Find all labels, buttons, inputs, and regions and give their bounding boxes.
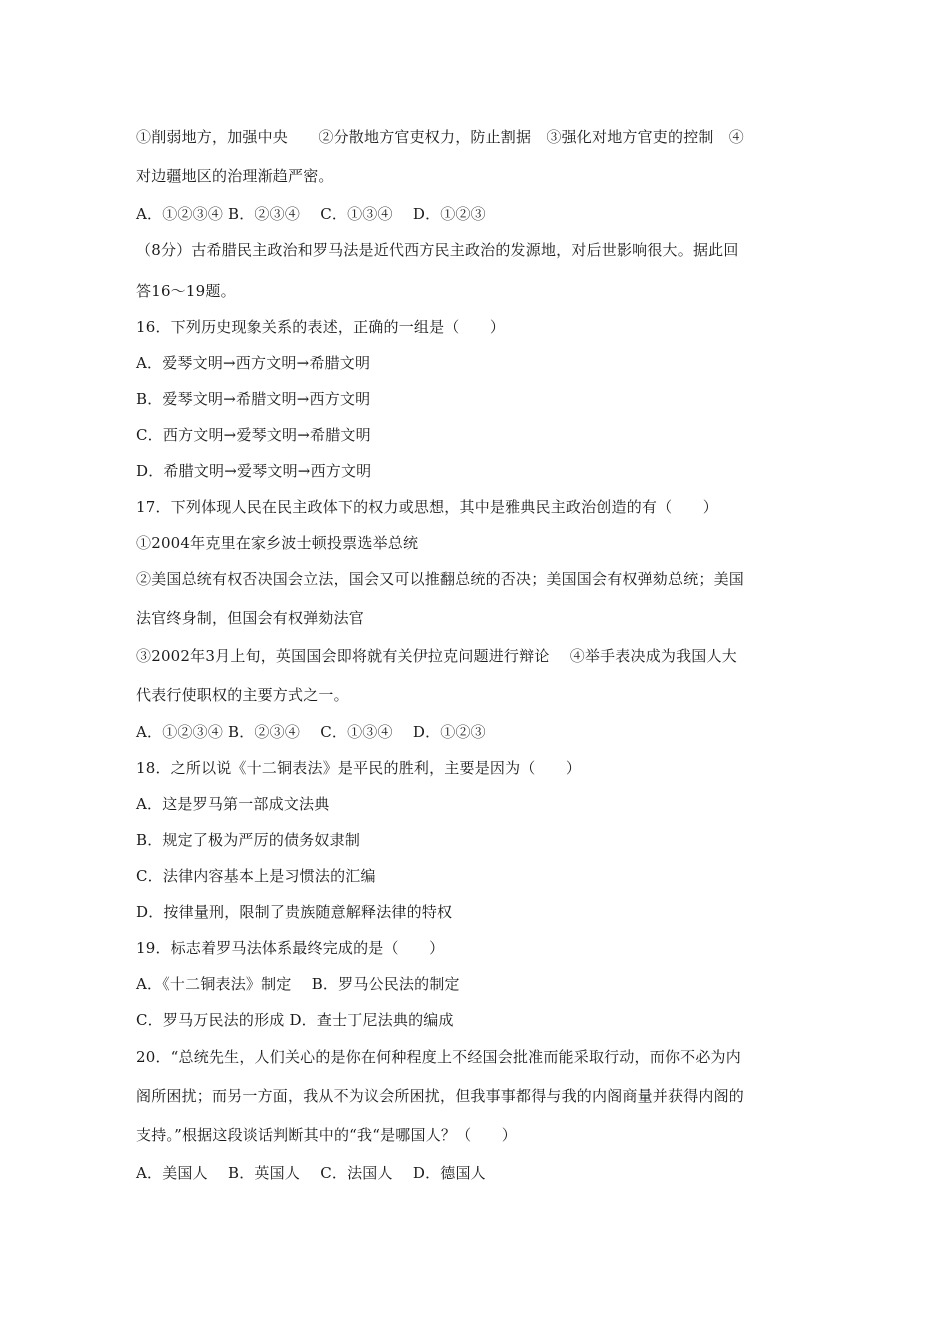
q16-stem: 16．下列历史现象关系的表述，正确的一组是（ ） (136, 318, 506, 336)
q17-stem: 17．下列体现人民在民主政体下的权力或思想，其中是雅典民主政治创造的有（ ） (136, 498, 718, 516)
q17-item-2-line1: ②美国总统有权否决国会立法，国会又可以推翻总统的否决；美国国会有权弹劾总统；美国 (136, 570, 745, 588)
q18-option-b: B．规定了极为严厉的债务奴隶制 (136, 831, 361, 849)
q17-item-3-4-line1: ③2002年3月上旬，英国国会即将就有关伊拉克问题进行辩论 ④举手表决成为我国人大 (136, 647, 737, 665)
q15-options-text-line2: 对边疆地区的治理渐趋严密。 (136, 167, 334, 185)
q17-item-2-line2: 法官终身制，但国会有权弹劾法官 (136, 609, 365, 627)
q16-option-c: C．西方文明→爱琴文明→希腊文明 (136, 426, 371, 444)
q20-stem-line1: 20．“总统先生，人们关心的是你在何种程度上不经国会批准而能采取行动，而你不必为内 (136, 1048, 741, 1066)
section-intro-line1: （8分）古希腊民主政治和罗马法是近代西方民主政治的发源地，对后世影响很大。据此回 (136, 241, 739, 259)
q18-option-c: C．法律内容基本上是习惯法的汇编 (136, 867, 376, 885)
q19-options-ab: A．《十二铜表法》制定 B．罗马公民法的制定 (136, 975, 460, 993)
section-intro-line2: 答16～19题。 (136, 282, 236, 300)
q18-option-a: A．这是罗马第一部成文法典 (136, 795, 330, 813)
q18-option-d: D．按律量刑，限制了贵族随意解释法律的特权 (136, 903, 453, 921)
q16-option-d: D．希腊文明→爱琴文明→西方文明 (136, 462, 372, 480)
q15-answer-choices: A．①②③④ B．②③④ C．①③④ D．①②③ (136, 205, 486, 223)
q17-item-4-line2: 代表行使职权的主要方式之一。 (136, 686, 349, 704)
q19-options-cd: C．罗马万民法的形成 D．查士丁尼法典的编成 (136, 1011, 454, 1029)
q20-stem-line3: 支持。”根据这段谈话判断其中的“我“是哪国人？（ ） (136, 1126, 517, 1144)
q17-item-1: ①2004年克里在家乡波士顿投票选举总统 (136, 534, 419, 552)
q17-answer-choices: A．①②③④ B．②③④ C．①③④ D．①②③ (136, 723, 486, 741)
q16-option-b: B．爱琴文明→希腊文明→西方文明 (136, 390, 371, 408)
q15-options-text-line1: ①削弱地方，加强中央 ②分散地方官吏权力，防止割据 ③强化对地方官吏的控制 ④ (136, 128, 745, 146)
q20-answer-choices: A．美国人 B．英国人 C．法国人 D．德国人 (136, 1164, 486, 1182)
q16-option-a: A．爱琴文明→西方文明→希腊文明 (136, 354, 371, 372)
q18-stem: 18．之所以说《十二铜表法》是平民的胜利，主要是因为（ ） (136, 759, 582, 777)
q19-stem: 19．标志着罗马法体系最终完成的是（ ） (136, 939, 445, 957)
q20-stem-line2: 阁所困扰；而另一方面，我从不为议会所困扰，但我事事都得与我的内阁商量并获得内阁的 (136, 1087, 745, 1105)
